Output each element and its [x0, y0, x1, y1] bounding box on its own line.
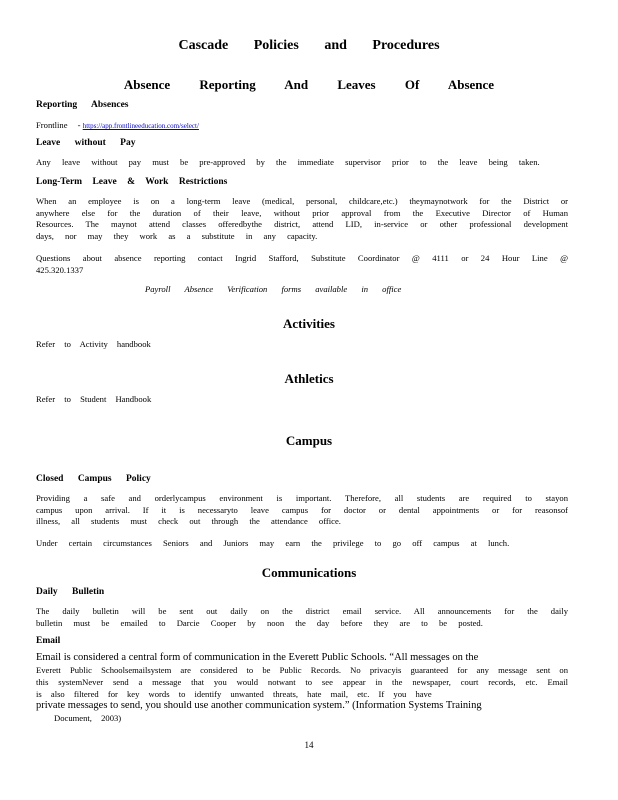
questions-text: Questions about absence reporting contact Ingrid Stafford, Substitute Coordinator @ 4111 or 24 Hour Line @ 425.320.1337 [36, 253, 568, 275]
leave-without-pay-heading: Leave without Pay [36, 138, 136, 148]
email-text-line-3: private messages to send, you should use another communication system.” (Information Systems Training [36, 700, 482, 711]
email-text-line-1: Email is considered a central form of communication in the Everett Public Schools. “All messages on the [36, 652, 479, 663]
email-text-line-2: Everett Public Schoolsemailsystem are considered to be Public Records. No privacyis guaranteed for any message sent on this systemNever send a message that you would notwant to see appear in the newspaper, court records, etc. Email is also filtered for key words to identify unwanted threats, hate mail, etc. If you have [36, 665, 568, 699]
payroll-note: Payroll Absence Verification forms available in office [145, 284, 402, 294]
long-term-leave-heading: Long-Term Leave & Work Restrictions [36, 177, 228, 187]
email-text-line-4: Document, 2003) [54, 713, 122, 723]
daily-bulletin-text: The daily bulletin will be sent out daily on the district email service. All announcements for the daily bulletin must be emailed to Darcie Cooper by noon the day before they are to be posted. [36, 606, 568, 628]
seniors-privilege-text: Under certain circumstances Seniors and Juniors may earn the privilege to go off campus at lunch. [36, 538, 510, 548]
athletics-text: Refer to Student Handbook [36, 394, 152, 404]
leave-without-pay-text: Any leave without pay must be pre-approved by the immediate supervisor prior to the leave being taken. [36, 157, 540, 167]
campus-heading: Campus [285, 433, 333, 448]
page-number: 14 [304, 740, 314, 750]
page-subtitle: Absence Reporting And Leaves Of Absence [123, 77, 495, 92]
activities-text: Refer to Activity handbook [36, 339, 151, 349]
daily-bulletin-heading: Daily Bulletin [36, 587, 105, 597]
frontline-line [36, 120, 568, 133]
frontline-label: Frontline - [36, 120, 81, 130]
long-term-leave-text: When an employee is on a long-term leave (medical, personal, childcare,etc.) theymaynotwork for the District or anywhere else for the duration of their leave, without prior approval from the Executive Director of Human Resources. The maynot attend classes offeredbythe district, attend LID, in-service or other professional development days, nor may they work as a substitute in any capacity. [36, 196, 568, 241]
communications-heading: Communications [261, 565, 357, 580]
reporting-absences-heading: Reporting Absences [36, 100, 129, 110]
page-title: Cascade Policies and Procedures [178, 38, 440, 53]
athletics-heading: Athletics [284, 371, 334, 386]
activities-heading: Activities [283, 316, 335, 331]
closed-campus-heading: Closed Campus Policy [36, 474, 151, 484]
frontline-link[interactable]: https://app.frontlineeducation.com/select/ [82, 122, 199, 130]
email-text [36, 652, 568, 724]
email-heading: Email [36, 636, 61, 646]
closed-campus-text: Providing a safe and orderlycampus environment is important. Therefore, all students are required to stayon campus upon arrival. If it is necessaryto leave campus for doctor or dental appointments or for reasonsof illness, all students must check out through the attendance office. [36, 493, 568, 526]
